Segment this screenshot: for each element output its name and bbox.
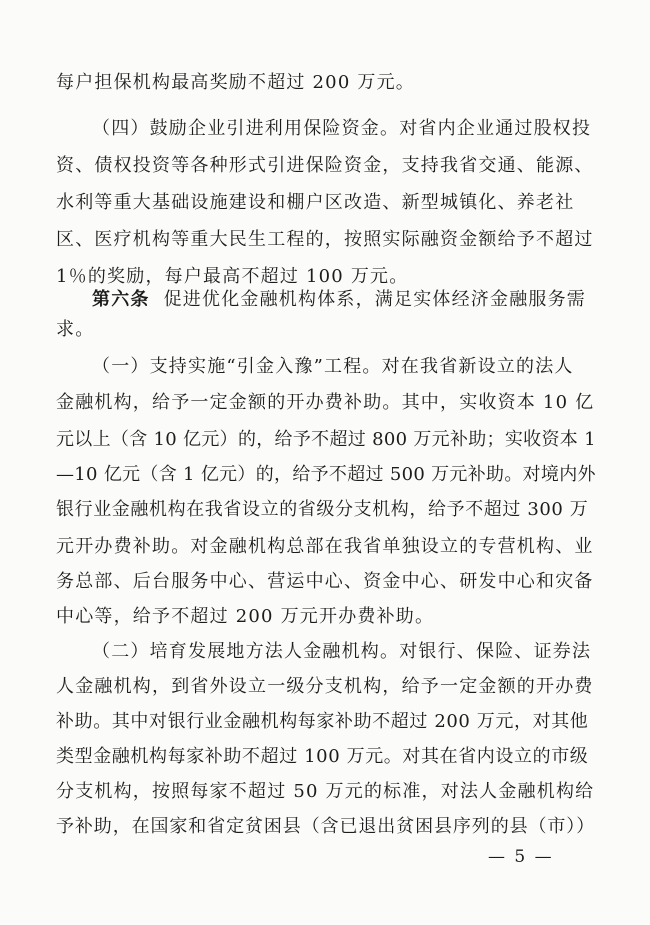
article-heading-text: 促进优化金融机构体系，满足实体经济金融服务需: [163, 289, 587, 310]
page-number: — 5 —: [488, 847, 554, 867]
text-line: 资、债权投资等各种形式引进保险资金，支持我省交通、能源、: [56, 155, 594, 176]
text-line: 金融机构，给予一定金额的开办费补助。其中，实收资本 10 亿: [56, 392, 595, 413]
text-line: 元开办费补助。对金融机构总部在我省单独设立的专营机构、业: [56, 536, 594, 557]
text-line: 求。: [56, 319, 95, 340]
text-line: 1％的奖励，每户最高不超过 100 万元。: [56, 266, 409, 287]
text-line: 类型金融机构每家补助不超过 100 万元。对其在省内设立的市级: [56, 746, 589, 767]
text-line: 银行业金融机构在我省设立的省级分支机构，给予不超过 300 万: [56, 499, 589, 520]
text-line: （二）培育发展地方法人金融机构。对银行、保险、证券法: [92, 641, 592, 662]
text-line: 元以上（含 10 亿元）的，给予不超过 800 万元补助；实收资本 1: [56, 429, 596, 450]
text-line: （四）鼓励企业引进利用保险资金。对省内企业通过股权投: [92, 118, 592, 139]
article-label: 第六条: [92, 289, 150, 310]
text-line: 每户担保机构最高奖励不超过 200 万元。: [56, 72, 415, 93]
text-line: —10 亿元（含 1 亿元）的，给予不超过 500 万元补助。对境内外: [56, 464, 596, 485]
text-line: 中心等，给予不超过 200 万元开办费补助。: [56, 606, 435, 627]
text-line: 人金融机构，到省外设立一级分支机构，给予一定金额的开办费: [56, 676, 594, 697]
text-line: 务总部、后台服务中心、营运中心、资金中心、研发中心和灾备: [56, 571, 594, 592]
text-line: 予补助，在国家和省定贫困县（含已退出贫困县序列的县（市））: [56, 816, 596, 837]
text-line: 区、医疗机构等重大民生工程的，按照实际融资金额给予不超过: [56, 229, 594, 250]
article-heading-line: [92, 288, 596, 312]
text-line: 分支机构，按照每家不超过 50 万元的标准，对法人金融机构给: [56, 781, 595, 802]
text-line: 水利等重大基础设施建设和棚户区改造、新型城镇化、养老社: [56, 192, 575, 213]
text-line: （一）支持实施“引金入豫”工程。对在我省新设立的法人: [92, 356, 574, 377]
text-line: 补助。其中对银行业金融机构每家补助不超过 200 万元，对其他: [56, 711, 589, 732]
